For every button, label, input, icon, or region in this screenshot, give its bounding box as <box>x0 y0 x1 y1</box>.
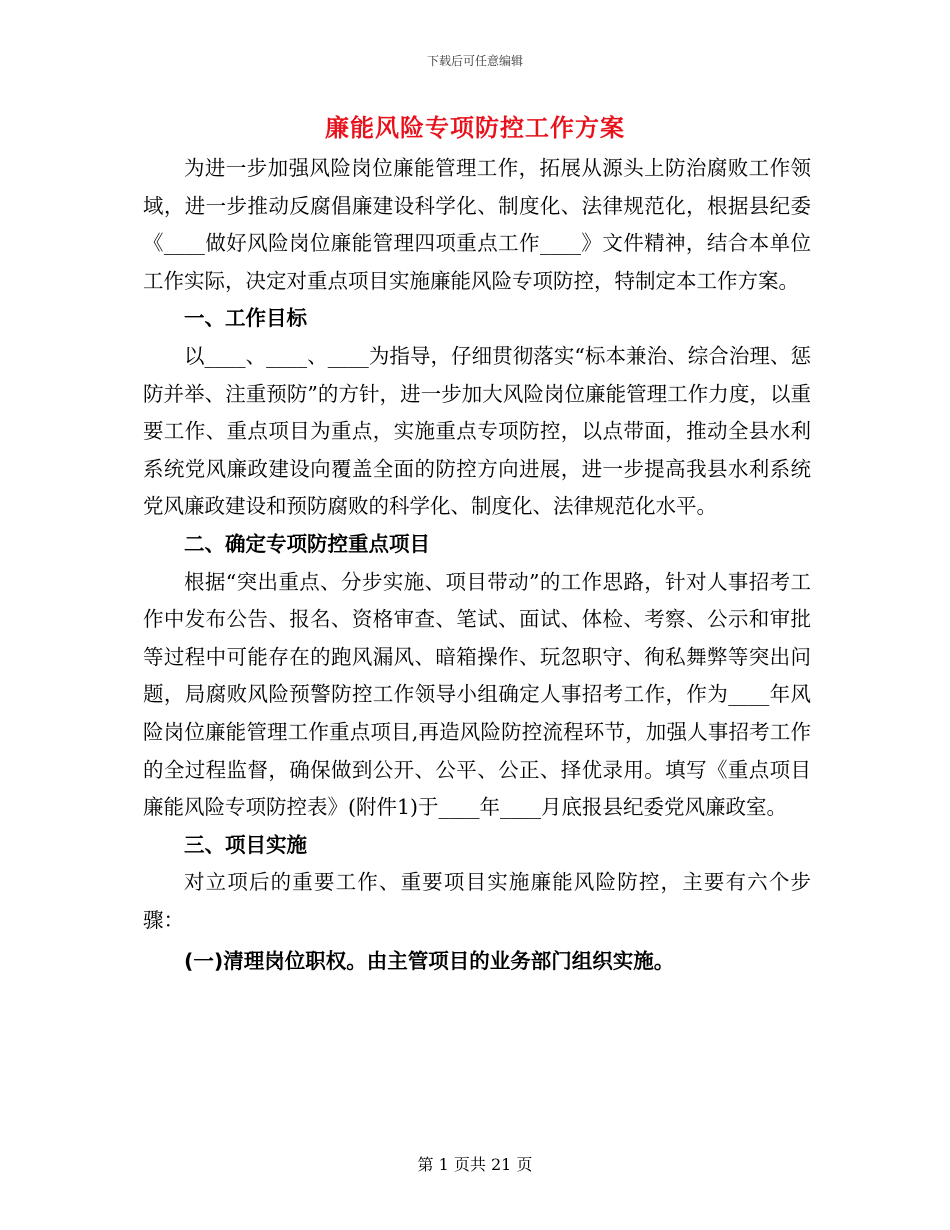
document-body <box>143 150 811 981</box>
step1-heading: (一)清理岗位职权。由主管项目的业务部门组织实施。 <box>184 949 675 974</box>
implementation-paragraph: 对立项后的重要工作、重要项目实施廉能风险防控，主要有六个步骤： <box>143 870 811 932</box>
intro-paragraph: 为进一步加强风险岗位廉能管理工作，拓展从源头上防治腐败工作领域，进一步推动反腐倡廉建设科学化、制度化、法律规范化，根据县纪委《____做好风险岗位廉能管理四项重点工作____》文件精神，结合本单位工作实际，决定对重点项目实施廉能风险专项防控，特制定本工作方案。 <box>143 156 811 293</box>
section-heading-goals: 一、工作目标 <box>184 306 307 331</box>
goals-paragraph: 以____、____、____为指导，仔细贯彻落实“标本兼治、综合治理、惩防并举、注重预防”的方针，进一步加大风险岗位廉能管理工作力度，以重要工作、重点项目为重点，实施重点专项防控，以点带面，推动全县水利系统党风廉政建设向覆盖全面的防控方向进展，进一步提高我县水利系统党风廉政建设和预防腐败的科学化、制度化、法律规范化水平。 <box>143 343 811 519</box>
document-title: 廉能风险专项防控工作方案 <box>325 113 625 142</box>
section-heading-key-projects: 二、确定专项防控重点项目 <box>184 531 430 556</box>
header-note: 下载后可任意编辑 <box>426 54 523 68</box>
section-heading-implementation: 三、项目实施 <box>184 832 307 857</box>
page-number: 第 1 页共 21 页 <box>417 1155 533 1174</box>
key-projects-paragraph: 根据“突出重点、分步实施、项目带动”的工作思路，针对人事招考工作中发布公告、报名、资格审查、笔试、面试、体检、考察、公示和审批等过程中可能存在的跑风漏风、暗箱操作、玩忽职守、徇私舞弊等突出问题，局腐败风险预警防控工作领导小组确定人事招考工作，作为____年风险岗位廉能管理工作重点项目,再造风险防控流程环节，加强人事招考工作的全过程监督，确保做到公开、公平、公正、择优录用。填写《重点项目廉能风险专项防控表》(附件1)于____年____月底报县纪委党风廉政室。 <box>143 569 811 820</box>
